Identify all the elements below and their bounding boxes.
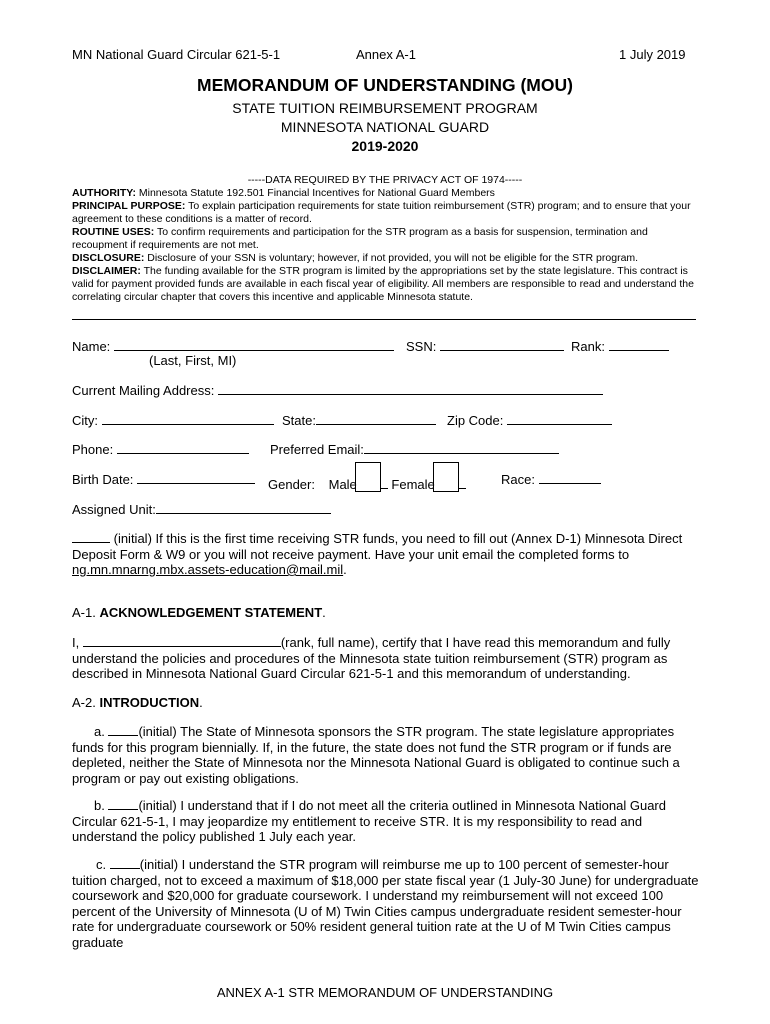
birth-label: Birth Date:	[72, 472, 134, 487]
phone-row	[72, 442, 249, 457]
rank-row	[571, 339, 669, 354]
a1-title-end: .	[322, 605, 326, 620]
name-label: Name:	[72, 339, 111, 354]
item-a-text: (initial) The State of Minnesota sponsors the STR program. The state legislature appropriates funds for this program biennially. If, in the future, the state does not fund the STR program or if funds are depleted, neither the State of Minnesota nor the Minnesota National Guard is obligated to continue such a program or pay out existing obligations.	[72, 724, 680, 786]
phone-field[interactable]	[117, 442, 249, 454]
male-underline	[380, 477, 388, 489]
unit-field[interactable]	[156, 502, 331, 514]
note-end: .	[343, 562, 347, 577]
acknowledgement-paragraph	[72, 635, 702, 682]
item-b-text: (initial) I understand that if I do not meet all the criteria outlined in Minnesota National Guard Circular 621-5-1, I may jeopardize my entitlement to receive STR. It is my responsibility to read and understand the policy published 1 July each year.	[72, 798, 666, 844]
race-field[interactable]	[539, 472, 601, 484]
item-b-initial[interactable]	[108, 798, 138, 810]
purpose-label: PRINCIPAL PURPOSE:	[72, 200, 186, 212]
authority-text: Minnesota Statute 192.501 Financial Incentives for National Guard Members	[135, 187, 495, 199]
divider-line	[72, 319, 696, 320]
state-label: State:	[282, 413, 316, 428]
female-underline	[458, 477, 466, 489]
page-footer: ANNEX A-1 STR MEMORANDUM OF UNDERSTANDING	[216, 985, 554, 1000]
zip-row	[447, 413, 612, 428]
note-text: (initial) If this is the first time receiving STR funds, you need to fill out (Annex D-1) Minnesota Direct Deposit Form & W9 or you will not receive payment. Have your unit email the completed forms to	[72, 531, 683, 562]
a2-number: A-2.	[72, 695, 96, 710]
birth-row	[72, 472, 255, 487]
state-field[interactable]	[316, 413, 436, 425]
disclosure-label: DISCLOSURE:	[72, 252, 145, 264]
a1-number: A-1.	[72, 605, 96, 620]
city-field[interactable]	[102, 413, 274, 425]
birth-field[interactable]	[137, 472, 255, 484]
a1-title: ACKNOWLEDGEMENT STATEMENT	[99, 605, 323, 620]
zip-label: Zip Code:	[447, 413, 504, 428]
authority-line	[72, 187, 697, 200]
privacy-heading: -----DATA REQUIRED BY THE PRIVACY ACT OF 1974-----	[247, 174, 523, 186]
female-label: Female	[391, 477, 435, 492]
address-field[interactable]	[218, 383, 603, 395]
section-a2-heading	[72, 695, 203, 710]
authority-label: AUTHORITY:	[72, 187, 136, 199]
item-c-letter: c.	[96, 857, 107, 872]
assets-email-link[interactable]: ng.mn.mnarng.mbx.assets-education@mail.mil	[72, 562, 344, 577]
male-checkbox[interactable]	[355, 462, 381, 492]
city-label: City:	[72, 413, 98, 428]
state-row	[282, 413, 436, 428]
item-c-text: (initial) I understand the STR program will reimburse me up to 100 percent of semester-hour tuition charged, not to exceed a maximum of $18,000 per state fiscal year (1 July-30 June) for undergraduate coursework and $20,000 for graduate coursework. I understand my reimbursement will not exceed 100 percent of the University of Minnesota (U of M) Twin Cities campus undergraduate resident semester-hour rate for undergraduate coursework or 50% resident general tuition rate at the U of M Twin Cities campus graduate	[72, 857, 699, 950]
routine-label: ROUTINE USES:	[72, 226, 155, 238]
phone-label: Phone:	[72, 442, 114, 457]
a2-item-a	[72, 724, 702, 786]
a1-text: (rank, full name), certify that I have read this memorandum and fully understand the policies and procedures of the Minnesota state tuition reimbursement (STR) program as described in Minnesota National Guard Circular 621-5-1 and this memorandum of understanding.	[72, 635, 671, 681]
ssn-row	[406, 339, 564, 354]
header-circular: MN National Guard Circular 621-5-1	[72, 47, 281, 62]
race-row	[501, 472, 601, 487]
routine-line	[72, 226, 697, 252]
address-row	[72, 383, 603, 398]
unit-label: Assigned Unit:	[72, 502, 156, 517]
a2-item-b	[72, 798, 702, 845]
rank-label: Rank:	[571, 339, 605, 354]
disclaimer-label: DISCLAIMER:	[72, 265, 141, 277]
rank-field[interactable]	[609, 339, 669, 351]
name-row	[72, 339, 394, 354]
disclaimer-text: The funding available for the STR program is limited by the appropriations set by the state legislature. This contract is valid for payment provided funds are available in each fiscal year of eligibility. All members are responsible to read and understand the correlating circular chapter that covers this incentive and applicable Minnesota statute.	[72, 265, 694, 303]
header-annex: Annex A-1	[356, 47, 416, 62]
email-field[interactable]	[364, 442, 559, 454]
email-row	[270, 442, 559, 457]
item-a-initial[interactable]	[108, 724, 138, 736]
purpose-line	[72, 200, 697, 226]
privacy-block	[72, 187, 697, 304]
subtitle-program: STATE TUITION REIMBURSEMENT PROGRAM	[232, 100, 538, 116]
male-label: Male	[328, 477, 357, 492]
initial-blank[interactable]	[72, 531, 110, 543]
unit-row	[72, 502, 331, 517]
race-label: Race:	[501, 472, 535, 487]
gender-row	[268, 462, 466, 492]
address-label: Current Mailing Address:	[72, 383, 215, 398]
city-row	[72, 413, 274, 428]
routine-text: To confirm requirements and participation for the STR program as a basis for suspension, termination and recoupment if requirements are not met.	[72, 226, 648, 251]
a1-prefix: I,	[72, 635, 83, 650]
female-checkbox[interactable]	[433, 462, 459, 492]
item-c-initial[interactable]	[110, 857, 140, 869]
a2-item-c	[72, 857, 702, 950]
subtitle-year: 2019-2020	[351, 138, 419, 154]
header-date: 1 July 2019	[619, 47, 686, 62]
section-a1-heading	[72, 605, 326, 620]
disclosure-line	[72, 252, 697, 265]
name-hint: (Last, First, MI)	[149, 353, 237, 368]
a2-title: INTRODUCTION	[99, 695, 200, 710]
item-a-letter: a.	[94, 724, 105, 739]
email-label: Preferred Email:	[270, 442, 364, 457]
ssn-field[interactable]	[440, 339, 564, 351]
rank-full-name-field[interactable]	[83, 635, 281, 647]
disclosure-text: Disclosure of your SSN is voluntary; however, if not provided, you will not be eligible for the STR program.	[144, 252, 639, 264]
ssn-label: SSN:	[406, 339, 437, 354]
purpose-text: To explain participation requirements for state tuition reimbursement (STR) program; and to ensure that your agreement to these conditions is a matter of record.	[72, 200, 691, 225]
zip-field[interactable]	[507, 413, 612, 425]
gender-label: Gender:	[268, 477, 315, 492]
direct-deposit-note	[72, 531, 702, 578]
item-b-letter: b.	[94, 798, 105, 813]
name-field[interactable]	[114, 339, 394, 351]
a2-title-end: .	[199, 695, 203, 710]
subtitle-guard: MINNESOTA NATIONAL GUARD	[280, 119, 490, 135]
page-title: MEMORANDUM OF UNDERSTANDING (MOU)	[197, 75, 573, 95]
disclaimer-line	[72, 265, 697, 304]
